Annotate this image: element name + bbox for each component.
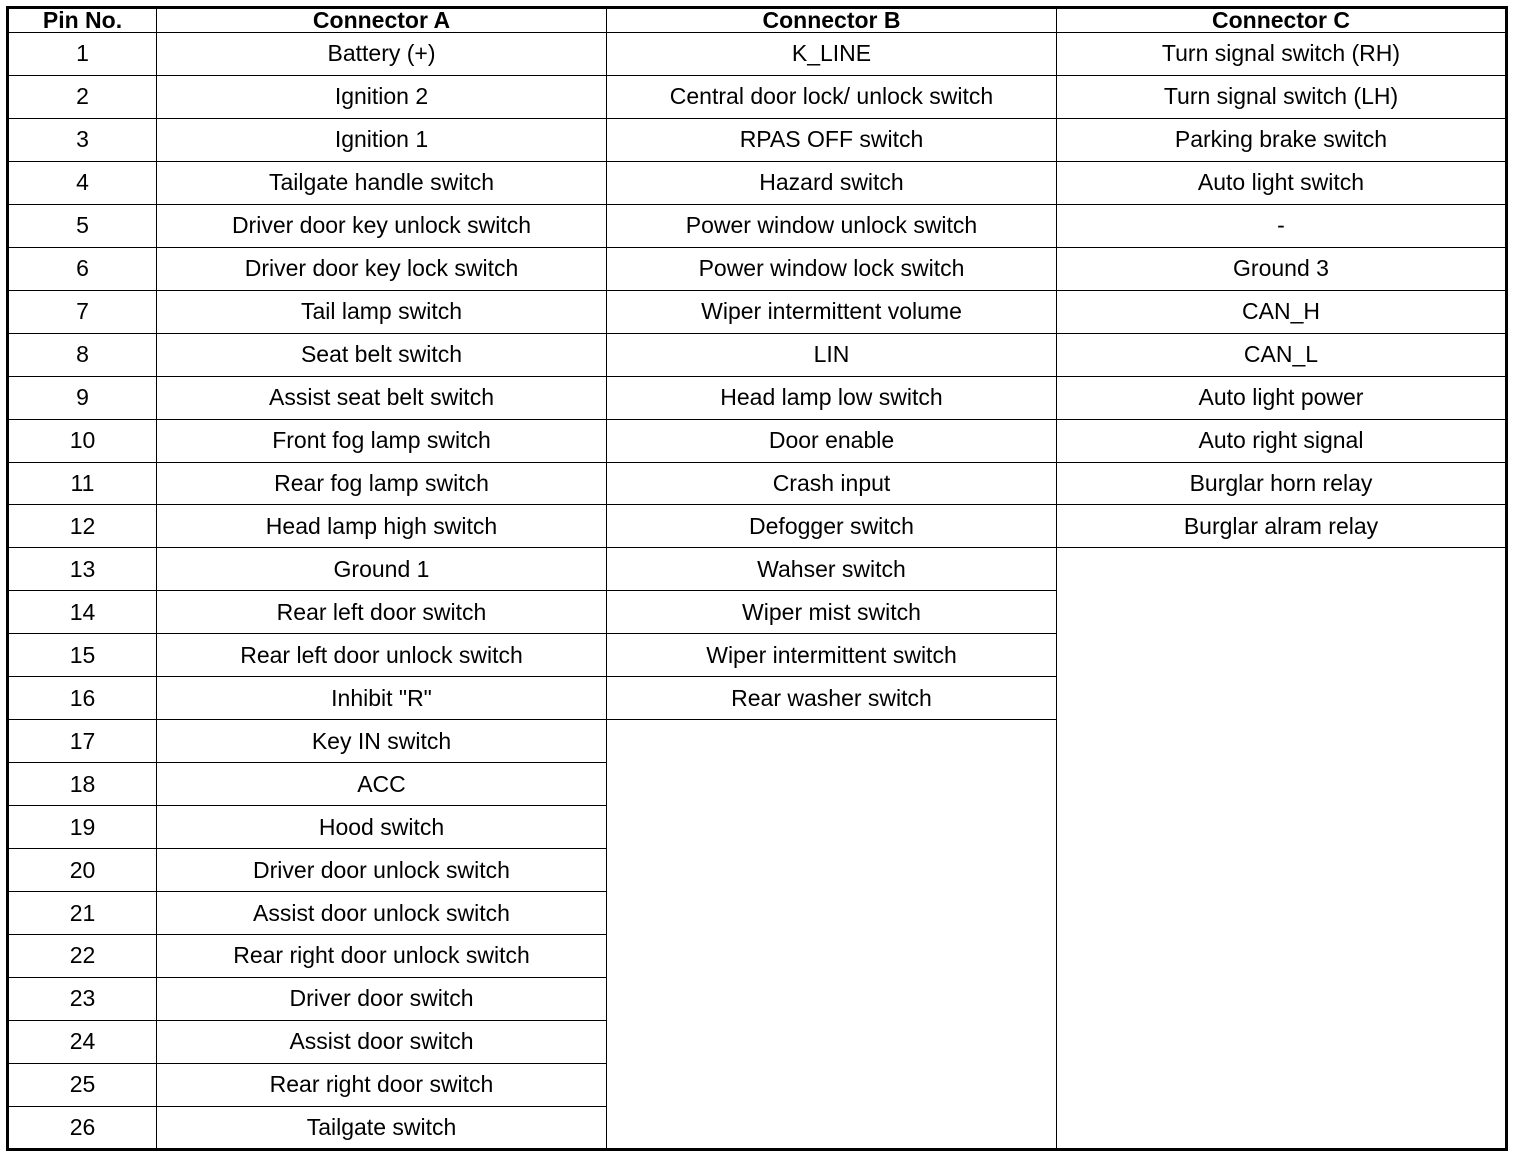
connector-a-cell: Driver door switch (157, 977, 607, 1020)
table-row (8, 333, 1507, 376)
connector-a-cell: Rear left door unlock switch (157, 634, 607, 677)
connector-b-cell: Defogger switch (607, 505, 1057, 548)
pin-number-cell: 1 (8, 33, 157, 76)
connector-c-empty-area (1057, 548, 1507, 1150)
connector-c-cell: Turn signal switch (RH) (1057, 33, 1507, 76)
table-row (8, 161, 1507, 204)
pin-number-cell: 17 (8, 720, 157, 763)
connector-a-cell: Ignition 2 (157, 75, 607, 118)
pin-number-cell: 21 (8, 892, 157, 935)
connector-b-cell: Wahser switch (607, 548, 1057, 591)
connector-a-cell: Ignition 1 (157, 118, 607, 161)
pin-number-cell: 12 (8, 505, 157, 548)
header-connector-a: Connector A (157, 8, 607, 33)
pin-number-cell: 4 (8, 161, 157, 204)
connector-c-cell: Auto right signal (1057, 419, 1507, 462)
pin-number-cell: 22 (8, 935, 157, 978)
connector-b-cell: Head lamp low switch (607, 376, 1057, 419)
connector-a-cell: Assist door switch (157, 1020, 607, 1063)
connector-c-cell: CAN_L (1057, 333, 1507, 376)
pin-number-cell: 15 (8, 634, 157, 677)
connector-a-cell: Tailgate handle switch (157, 161, 607, 204)
pin-number-cell: 20 (8, 849, 157, 892)
connector-a-cell: Rear left door switch (157, 591, 607, 634)
pin-number-cell: 7 (8, 290, 157, 333)
pin-number-cell: 5 (8, 204, 157, 247)
table-row (8, 118, 1507, 161)
pin-number-cell: 3 (8, 118, 157, 161)
pin-number-cell: 26 (8, 1106, 157, 1149)
connector-b-cell: Rear washer switch (607, 677, 1057, 720)
connector-c-cell: CAN_H (1057, 290, 1507, 333)
connector-b-cell: Central door lock/ unlock switch (607, 75, 1057, 118)
connector-c-cell: Burglar horn relay (1057, 462, 1507, 505)
pin-number-cell: 11 (8, 462, 157, 505)
connector-b-cell: Hazard switch (607, 161, 1057, 204)
connector-a-cell: Driver door unlock switch (157, 849, 607, 892)
pin-number-cell: 2 (8, 75, 157, 118)
connector-a-cell: Ground 1 (157, 548, 607, 591)
pin-number-cell: 18 (8, 763, 157, 806)
table-body (8, 33, 1507, 1150)
connector-a-cell: Front fog lamp switch (157, 419, 607, 462)
connector-a-cell: Seat belt switch (157, 333, 607, 376)
connector-c-cell: - (1057, 204, 1507, 247)
table-row (8, 290, 1507, 333)
connector-b-cell: K_LINE (607, 33, 1057, 76)
table-row (8, 419, 1507, 462)
pin-number-cell: 9 (8, 376, 157, 419)
connector-b-empty-area (607, 720, 1057, 1150)
pin-number-cell: 16 (8, 677, 157, 720)
connector-a-cell: Battery (+) (157, 33, 607, 76)
connector-a-cell: Driver door key unlock switch (157, 204, 607, 247)
connector-a-cell: Rear fog lamp switch (157, 462, 607, 505)
pin-number-cell: 25 (8, 1063, 157, 1106)
connector-c-cell: Auto light switch (1057, 161, 1507, 204)
connector-c-cell: Burglar alram relay (1057, 505, 1507, 548)
connector-b-cell: Wiper intermittent switch (607, 634, 1057, 677)
connector-c-cell: Turn signal switch (LH) (1057, 75, 1507, 118)
connector-pin-table (6, 6, 1508, 1151)
connector-a-cell: Hood switch (157, 806, 607, 849)
pin-number-cell: 8 (8, 333, 157, 376)
connector-b-cell: Crash input (607, 462, 1057, 505)
connector-a-cell: Driver door key lock switch (157, 247, 607, 290)
table-row (8, 505, 1507, 548)
table-row (8, 376, 1507, 419)
pin-number-cell: 19 (8, 806, 157, 849)
pin-number-cell: 13 (8, 548, 157, 591)
header-connector-c: Connector C (1057, 8, 1507, 33)
connector-b-cell: Power window unlock switch (607, 204, 1057, 247)
header-connector-b: Connector B (607, 8, 1057, 33)
pin-number-cell: 23 (8, 977, 157, 1020)
table-row (8, 204, 1507, 247)
connector-b-cell: Wiper intermittent volume (607, 290, 1057, 333)
connector-b-cell: Wiper mist switch (607, 591, 1057, 634)
pin-number-cell: 6 (8, 247, 157, 290)
connector-a-cell: Head lamp high switch (157, 505, 607, 548)
table-row (8, 247, 1507, 290)
connector-a-cell: Rear right door switch (157, 1063, 607, 1106)
connector-a-cell: Inhibit "R" (157, 677, 607, 720)
connector-a-cell: Assist door unlock switch (157, 892, 607, 935)
connector-a-cell: Assist seat belt switch (157, 376, 607, 419)
table-row (8, 33, 1507, 76)
connector-a-cell: Tail lamp switch (157, 290, 607, 333)
header-row (8, 8, 1507, 33)
table-row (8, 75, 1507, 118)
connector-b-cell: Power window lock switch (607, 247, 1057, 290)
connector-b-cell: LIN (607, 333, 1057, 376)
connector-a-cell: Rear right door unlock switch (157, 935, 607, 978)
connector-b-cell: Door enable (607, 419, 1057, 462)
connector-b-cell: RPAS OFF switch (607, 118, 1057, 161)
connector-a-cell: ACC (157, 763, 607, 806)
table-row (8, 462, 1507, 505)
pin-number-cell: 10 (8, 419, 157, 462)
table-row (8, 548, 1507, 591)
connector-c-cell: Auto light power (1057, 376, 1507, 419)
header-pin-no: Pin No. (8, 8, 157, 33)
connector-c-cell: Parking brake switch (1057, 118, 1507, 161)
pin-number-cell: 24 (8, 1020, 157, 1063)
pin-number-cell: 14 (8, 591, 157, 634)
connector-a-cell: Key IN switch (157, 720, 607, 763)
connector-c-cell: Ground 3 (1057, 247, 1507, 290)
connector-a-cell: Tailgate switch (157, 1106, 607, 1149)
